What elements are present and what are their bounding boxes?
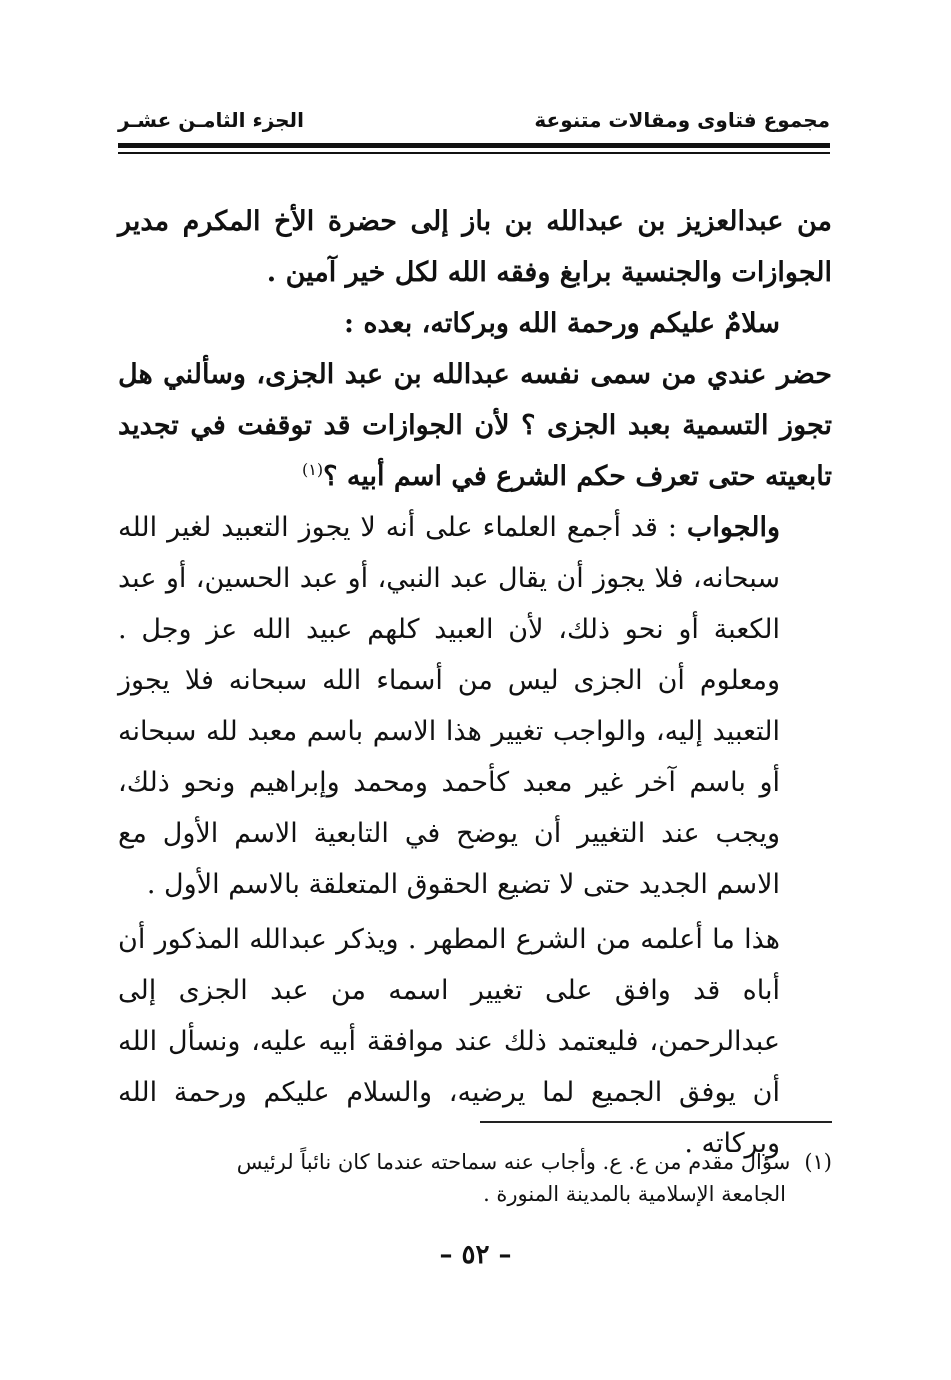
answer-text: : قد أجمع العلماء على أنه لا يجوز التعبيد لغير الله سبحانه، فلا يجوز أن يقال عبد النبي، أو عبد الحسين، أو عبد الكعبة أو نحو ذلك، لأن العبيد كلهم عبيد الله عز وجل . ومعلوم أن الجزى ليس من أسماء الله سبحانه فلا يجوز التعبيد إليه، والواجب تغيير هذا الاسم باسم معبد لله سبحانه أو باسم آخر غير معبد كأحمد ومحمد وإبراهيم ونحو ذلك، ويجب عند التغيير أن يوضح في التابعية الاسم الأول مع الاسم الجديد حتى لا تضيع الحقوق المتعلقة بالاسم الأول . bbox=[118, 512, 780, 900]
question-paragraph bbox=[118, 349, 832, 502]
footnote-line-1 bbox=[118, 1146, 832, 1178]
footnote bbox=[118, 1146, 832, 1210]
book-title: مجموع فتاوى ومقالات متنوعة bbox=[534, 108, 830, 132]
footnote-reference: (١) bbox=[302, 460, 324, 479]
question-text: حضر عندي من سمى نفسه عبدالله بن عبد الجزى، وسألني هل تجوز التسمية بعبد الجزى ؟ لأن الجوازات قد توقفت في تجديد تابعيته حتى تعرف حكم الشرع في اسم أبيه ؟ bbox=[118, 359, 832, 492]
closing-paragraph: هذا ما أعلمه من الشرع المطهر . ويذكر عبدالله المذكور أن أباه قد وافق على تغيير اسمه من عبد الجزى إلى عبدالرحمن، فليعتمد ذلك عند موافقة أبيه عليه، ونسأل الله أن يوفق الجميع لما يرضيه، والسلام عليكم ورحمة الله وبركاته . bbox=[118, 924, 780, 1159]
footnote-text-1: سؤال مقدم من ع. ع. وأجاب عنه سماحته عندما كان نائباً لرئيس bbox=[236, 1150, 791, 1174]
main-text bbox=[118, 196, 832, 1169]
answer-label: والجواب bbox=[686, 512, 780, 543]
header-rule-thick bbox=[118, 143, 830, 148]
page-number: – ٥٢ – bbox=[439, 1240, 512, 1270]
footnote-separator bbox=[480, 1121, 832, 1123]
volume-label: الجزء الثامـن عشـر bbox=[118, 108, 304, 132]
header-rule-thin bbox=[118, 152, 830, 154]
footnote-mark: (١) bbox=[804, 1150, 832, 1174]
running-header bbox=[118, 108, 830, 140]
letter-address: من عبدالعزيز بن عبدالله بن باز إلى حضرة الأخ المكرم مدير الجوازات والجنسية برابغ وفقه الله لكل خير آمين . bbox=[118, 206, 832, 288]
answer-paragraph bbox=[118, 502, 832, 910]
letter-greeting: سلامٌ عليكم ورحمة الله وبركاته، بعده : bbox=[344, 308, 780, 339]
footnote-line-2: الجامعة الإسلامية بالمدينة المنورة . bbox=[483, 1182, 786, 1206]
